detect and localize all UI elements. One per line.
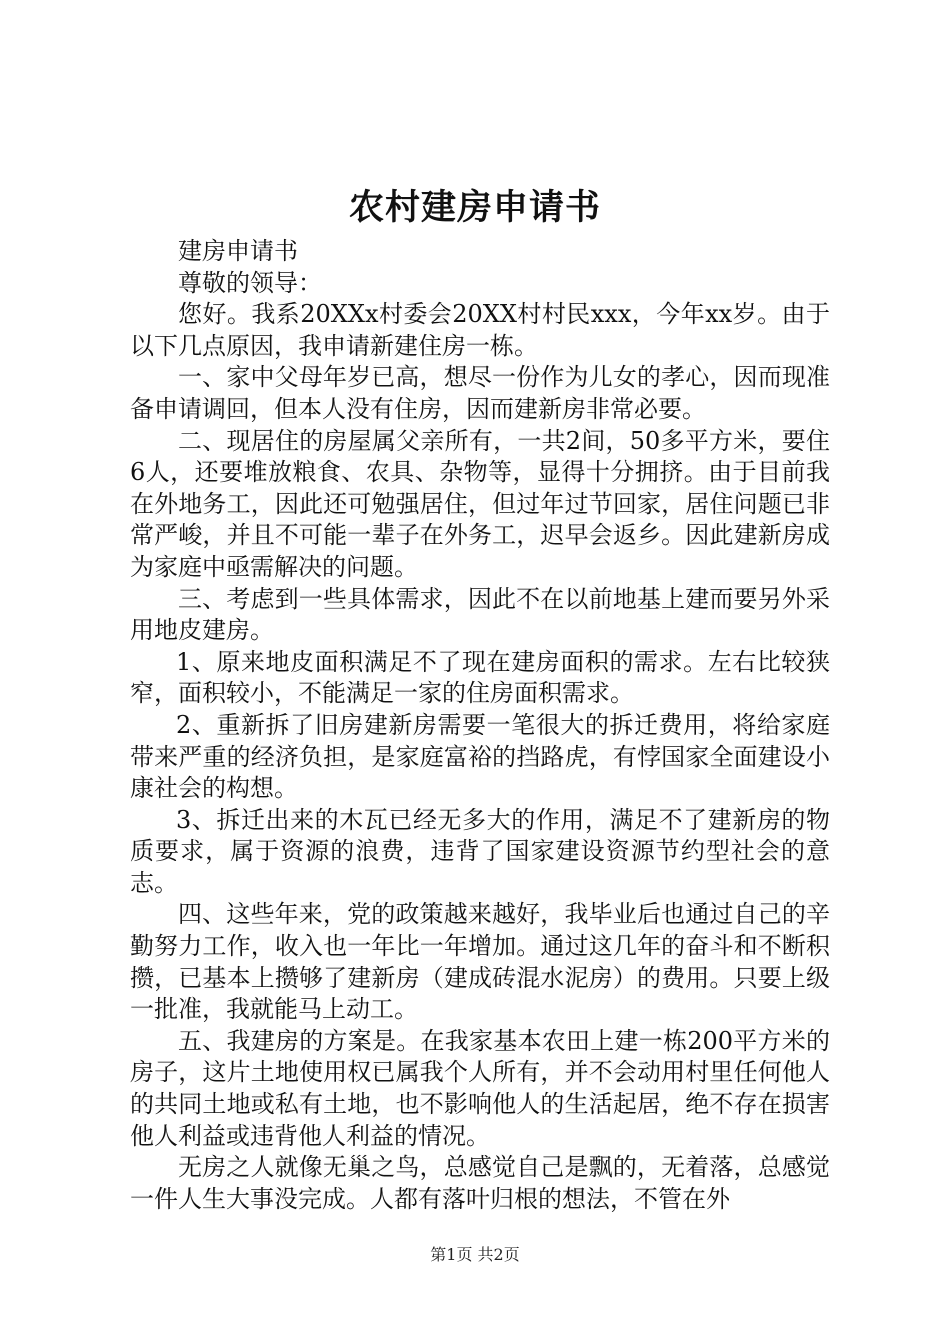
paragraph-salutation: 尊敬的领导： [178,268,322,297]
paragraph-closing: 无房之人就像无巢之鸟，总感觉自己是飘的，无着落，总感觉一件人生大事没完成。人都有落叶归根的想法，不管在外 [130,1153,830,1213]
paragraph-subpoint-3: 3、拆迁出来的木瓦已经无多大的作用，满足不了建新房的物质要求，属于资源的浪费，违背了国家建设资源节约型社会的意志。 [130,805,830,897]
document-title: 农村建房申请书 [348,187,601,228]
paragraph-reason-3: 三、考虑到一些具体需求，因此不在以前地基上建而要另外采用地皮建房。 [130,584,830,645]
paragraph-reason-4: 四、这些年来，党的政策越来越好，我毕业后也通过自己的辛勤努力工作，收入也一年比一年增加。通过这几年的奋斗和不断积攒，已基本上攒够了建新房（建成砖混水泥房）的费用。只要上级一批准，我就能马上动工。 [130,900,830,1024]
paragraph-reason-5: 五、我建房的方案是。在我家基本农田上建一栋200平方米的房子，这片土地使用权已属我个人所有，并不会动用村里任何他人的共同土地或私有土地，也不影响他人的生活起居，绝不存在损害他人利益或违背他人利益的情况。 [130,1026,830,1150]
paragraph-reason-1: 一、家中父母年岁已高，想尽一份作为儿女的孝心，因而现准备申请调回，但本人没有住房，因而建新房非常必要。 [130,363,830,423]
paragraph-greeting: 您好。我系20XXx村委会20XX村村民xxx，今年xx岁。由于以下几点原因，我申请新建住房一栋。 [130,300,830,360]
paragraph-heading: 建房申请书 [178,237,298,265]
paragraph-subpoint-1: 1、原来地皮面积满足不了现在建房面积的需求。左右比较狭窄，面积较小，不能满足一家的住房面积需求。 [130,647,830,708]
paragraph-subpoint-2: 2、重新拆了旧房建新房需要一笔很大的拆迁费用，将给家庭带来严重的经济负担，是家庭富裕的挡路虎，有悖国家全面建设小康社会的构想。 [130,710,830,803]
paragraph-reason-2: 二、现居住的房屋属父亲所有，一共2间，50多平方米，要住6人，还要堆放粮食、农具、杂物等，显得十分拥挤。由于目前我在外地务工，因此还可勉强居住，但过年过节回家，居住问题已非常严峻，并且不可能一辈子在外务工，迟早会返乡。因此建新房成为家庭中亟需解决的问题。 [130,426,830,581]
document-body [130,236,830,1215]
page-indicator: 第1页 共2页 [430,1245,520,1264]
